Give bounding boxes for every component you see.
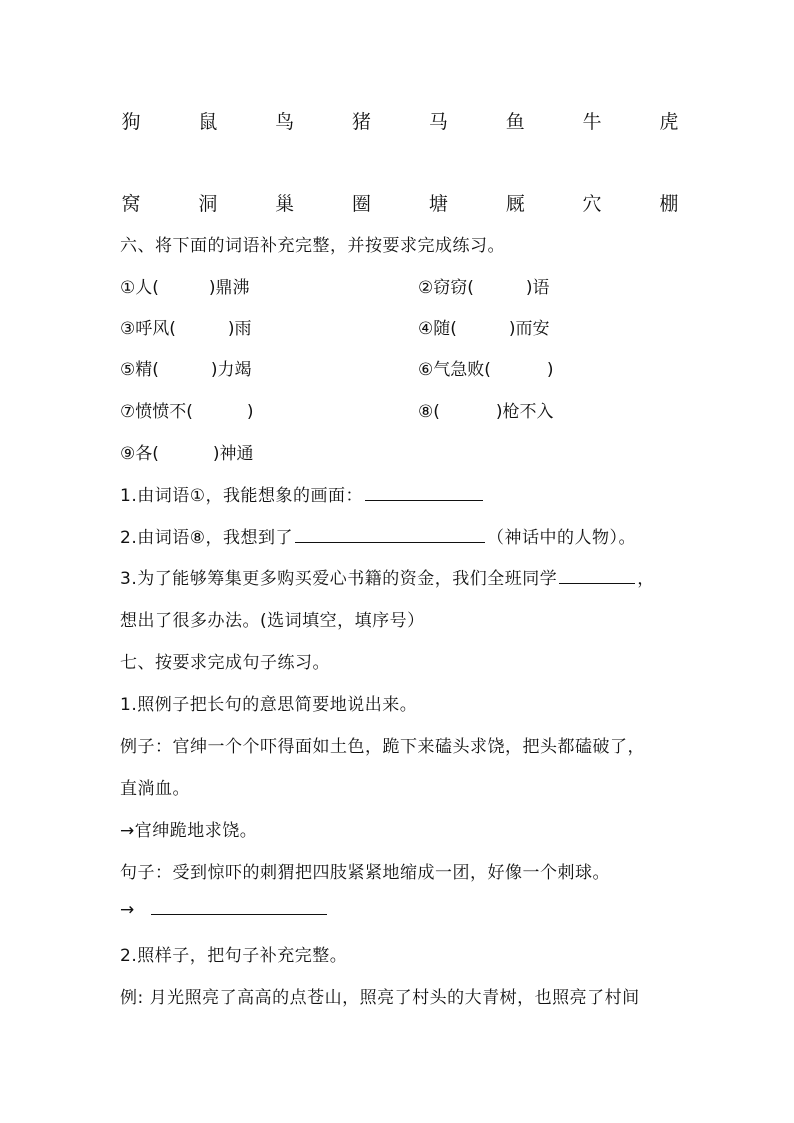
practice-sentence: 句子：受到惊吓的刺猬把四肢紧紧地缩成一团，好像一个刺球。 bbox=[120, 863, 610, 883]
example-2: 例: 月光照亮了高高的点苍山，照亮了村头的大青树，也照亮了村间 bbox=[120, 988, 640, 1008]
section7-title: 七、按要求完成句子练习。 bbox=[120, 653, 330, 673]
idiom-item: ②窃窃( )语 bbox=[418, 278, 550, 298]
example-answer: →官绅跪地求饶。 bbox=[120, 821, 258, 841]
arrow-icon: → bbox=[120, 900, 135, 920]
animal-char: 鱼 bbox=[505, 111, 525, 133]
idiom-item: ⑤精( )力竭 bbox=[120, 360, 252, 380]
answer-blank[interactable] bbox=[365, 486, 483, 501]
animal-char: 马 bbox=[428, 111, 448, 133]
home-char: 棚 bbox=[659, 193, 679, 215]
animal-row bbox=[120, 107, 680, 134]
animal-char: 虎 bbox=[659, 111, 679, 133]
question-3-cont: 想出了很多办法。(选词填空，填序号） bbox=[120, 611, 425, 631]
home-char: 圈 bbox=[352, 193, 372, 215]
question-3: 3.为了能够筹集更多购买爱心书籍的资金，我们全班同学 ， bbox=[120, 569, 655, 589]
section7-q1: 1.照例子把长句的意思简要地说出来。 bbox=[120, 695, 418, 715]
answer-blank[interactable] bbox=[151, 900, 327, 915]
idiom-item: ⑧( )枪不入 bbox=[418, 402, 554, 422]
home-char: 塘 bbox=[428, 193, 448, 215]
animal-char: 猪 bbox=[352, 111, 372, 133]
answer-blank[interactable] bbox=[559, 569, 635, 584]
animal-char: 牛 bbox=[582, 111, 602, 133]
idiom-item: ①人( )鼎沸 bbox=[120, 278, 250, 298]
question-1: 1.由词语①，我能想象的画面： bbox=[120, 481, 485, 506]
section6-title: 六、将下面的词语补充完整，并按要求完成练习。 bbox=[120, 236, 505, 256]
section7-q2: 2.照样子，把句子补充完整。 bbox=[120, 946, 348, 966]
animal-char: 鼠 bbox=[198, 111, 218, 133]
home-char: 厩 bbox=[505, 193, 525, 215]
idiom-item: ⑨各( )神通 bbox=[120, 444, 254, 464]
answer-line bbox=[120, 900, 329, 920]
example-line-1: 例子：官绅一个个吓得面如土色，跪下来磕头求饶，把头都磕破了， bbox=[120, 737, 645, 757]
home-char: 穴 bbox=[582, 193, 602, 215]
home-char: 洞 bbox=[198, 193, 218, 215]
home-char: 巢 bbox=[275, 193, 295, 215]
animal-char: 鸟 bbox=[275, 111, 295, 133]
home-char: 窝 bbox=[121, 193, 141, 215]
answer-blank[interactable] bbox=[295, 528, 485, 543]
example-line-2: 直淌血。 bbox=[120, 779, 190, 799]
idiom-item: ⑦愤愤不( ) bbox=[120, 402, 254, 422]
idiom-item: ⑥气急败( ) bbox=[418, 360, 554, 380]
idiom-item: ③呼风( )雨 bbox=[120, 319, 252, 339]
home-row bbox=[120, 189, 680, 216]
animal-char: 狗 bbox=[121, 111, 141, 133]
question-2: 2.由词语⑧，我想到了 （神话中的人物）。 bbox=[120, 528, 636, 548]
idiom-item: ④随( )而安 bbox=[418, 319, 550, 339]
